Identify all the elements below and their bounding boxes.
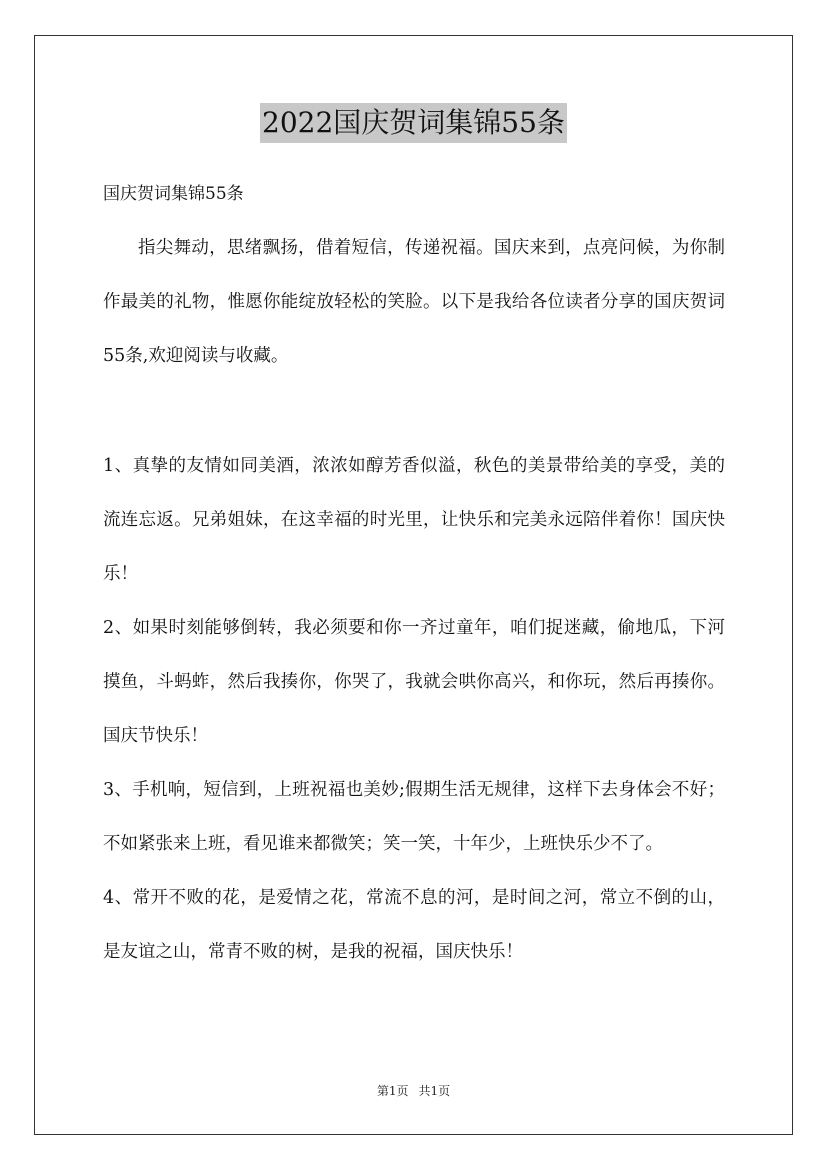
document-title: 2022国庆贺词集锦55条	[260, 103, 567, 143]
document-subtitle: 国庆贺词集锦55条	[103, 184, 244, 204]
greeting-item-1: 1、真挚的友情如同美酒，浓浓如醇芳香似溢，秋色的美景带给美的享受，美的流连忘返。兄弟姐妹，在这幸福的时光里，让快乐和完美永远陪伴着你！国庆快乐！	[103, 456, 725, 584]
greeting-item-4: 4、常开不败的花，是爱情之花，常流不息的河，是时间之河，常立不倒的山，是友谊之山，常青不败的树，是我的祝福，国庆快乐！	[103, 888, 725, 962]
page-number-current: 第1页	[376, 1084, 409, 1098]
page-footer	[0, 1082, 827, 1100]
title-container	[0, 103, 827, 143]
page-number-total: 共1页	[418, 1084, 451, 1098]
greetings-list	[103, 439, 725, 979]
intro-paragraph: 指尖舞动，思绪飘扬，借着短信，传递祝福。国庆来到，点亮问候，为你制作最美的礼物，惟愿你能绽放轻松的笑脸。以下是我给各位读者分享的国庆贺词55条,欢迎阅读与收藏。	[103, 238, 725, 366]
greeting-item-2: 2、如果时刻能够倒转，我必须要和你一齐过童年，咱们捉迷藏，偷地瓜，下河摸鱼，斗蚂蚱，然后我揍你，你哭了，我就会哄你高兴，和你玩，然后再揍你。国庆节快乐！	[103, 618, 725, 746]
greeting-item-3: 3、手机响，短信到，上班祝福也美妙;假期生活无规律，这样下去身体会不好；不如紧张来上班，看见谁来都微笑；笑一笑，十年少，上班快乐少不了。	[103, 780, 725, 854]
